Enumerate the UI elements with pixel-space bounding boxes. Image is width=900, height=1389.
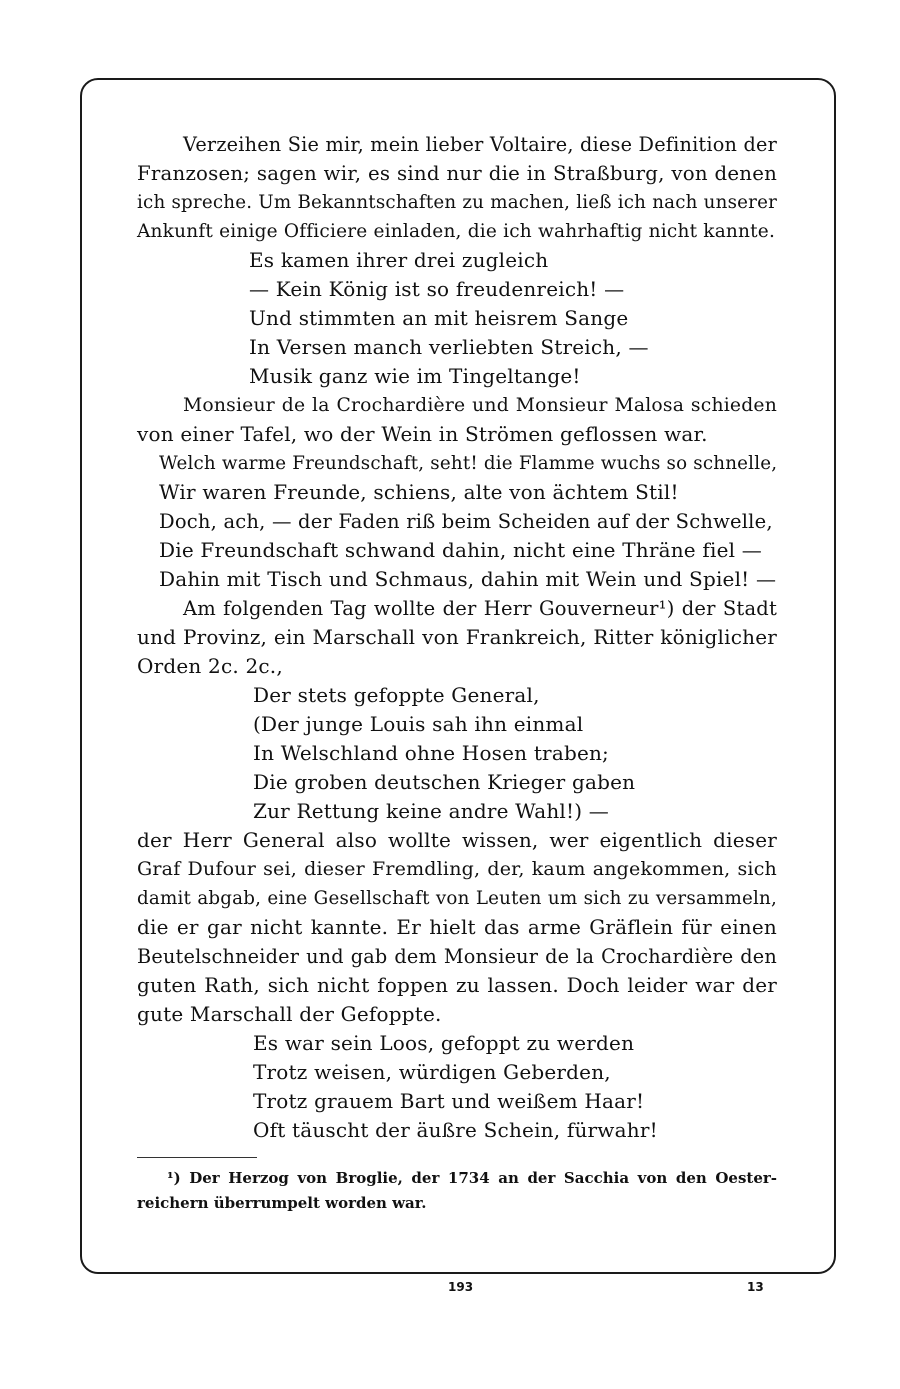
verse-line: In Welschland ohne Hosen traben; [253,741,609,765]
verse-line: Und stimmten an mit heisrem Sange [249,306,629,330]
verse-line: In Versen manch verliebten Streich, — [249,335,649,359]
verse-line: Es kamen ihrer drei zugleich [249,248,549,272]
text-line: Orden 2c. 2c., [137,654,283,678]
poem-line: Welch warme Freundschaft, seht! die Flamme wuchs so schnelle, [159,453,778,474]
text-line: Verzeihen Sie mir, mein lieber Voltaire, diese Definition der [183,133,777,156]
main-text-block [137,130,777,1145]
text-line: Graf Dufour sei, dieser Fremdling, der, kaum angekommen, sich [137,858,777,880]
page-number: 193 [448,1280,474,1294]
footnote-line: reichern überrumpelt worden war. [137,1194,427,1212]
footnote-line: ¹) Der Herzog von Broglie, der 1734 an der Sacchia von den Oester- [167,1169,777,1187]
text-line: Am folgenden Tag wollte der Herr Gouverneur¹) der Stadt [183,597,777,620]
text-line: gute Marschall der Gefoppte. [137,1002,442,1026]
verse-line: Es war sein Loos, gefoppt zu werden [253,1031,635,1055]
text-line: Franzosen; sagen wir, es sind nur die in Straßburg, von denen [137,162,777,185]
text-line: guten Rath, sich nicht foppen zu lassen. Doch leider war der [137,973,777,997]
text-line: von einer Tafel, wo der Wein in Strömen geflossen war. [137,422,708,446]
verse-line: (Der junge Louis sah ihn einmal [253,712,584,736]
verse-line: Der stets gefoppte General, [253,683,540,707]
text-line: Beutelschneider und gab dem Monsieur de la Crochardière den [137,945,777,968]
poem-line: Dahin mit Tisch und Schmaus, dahin mit Wein und Spiel! — [159,567,777,591]
text-line: Ankunft einige Officiere einladen, die ich wahrhaftig nicht kannte. [137,221,776,242]
poem-line: Doch, ach, — der Faden riß beim Scheiden auf der Schwelle, [159,510,773,533]
verse-line: Oft täuscht der äußre Schein, fürwahr! [253,1118,658,1142]
text-line: der Herr General also wollte wissen, wer eigentlich dieser [137,828,777,852]
verse-line: — Kein König ist so freudenreich! — [249,277,625,301]
verse-line: Trotz grauem Bart und weißem Haar! [253,1089,645,1113]
text-line: die er gar nicht kannte. Er hielt das arme Gräflein für einen [137,915,777,939]
text-line: damit abgab, eine Gesellschaft von Leuten um sich zu versammeln, [137,888,777,909]
poem-line: Die Freundschaft schwand dahin, nicht eine Thräne fiel — [159,538,762,562]
verse-line: Trotz weisen, würdigen Geberden, [253,1060,611,1084]
poem-line: Wir waren Freunde, schiens, alte von ächtem Stil! [159,480,679,504]
text-line: und Provinz, ein Marschall von Frankreich, Ritter königlicher [137,625,777,649]
text-line: Monsieur de la Crochardière und Monsieur Malosa schieden [183,395,777,416]
verse-line: Musik ganz wie im Tingeltange! [249,364,581,388]
footnote-block [137,1166,777,1216]
verse-line: Die groben deutschen Krieger gaben [253,770,636,794]
footnote-divider [137,1157,257,1158]
verse-line: Zur Rettung keine andre Wahl!) — [253,799,609,823]
text-line: ich spreche. Um Bekanntschaften zu machen, ließ ich nach unserer [137,192,777,213]
signature-mark: 13 [747,1280,764,1294]
